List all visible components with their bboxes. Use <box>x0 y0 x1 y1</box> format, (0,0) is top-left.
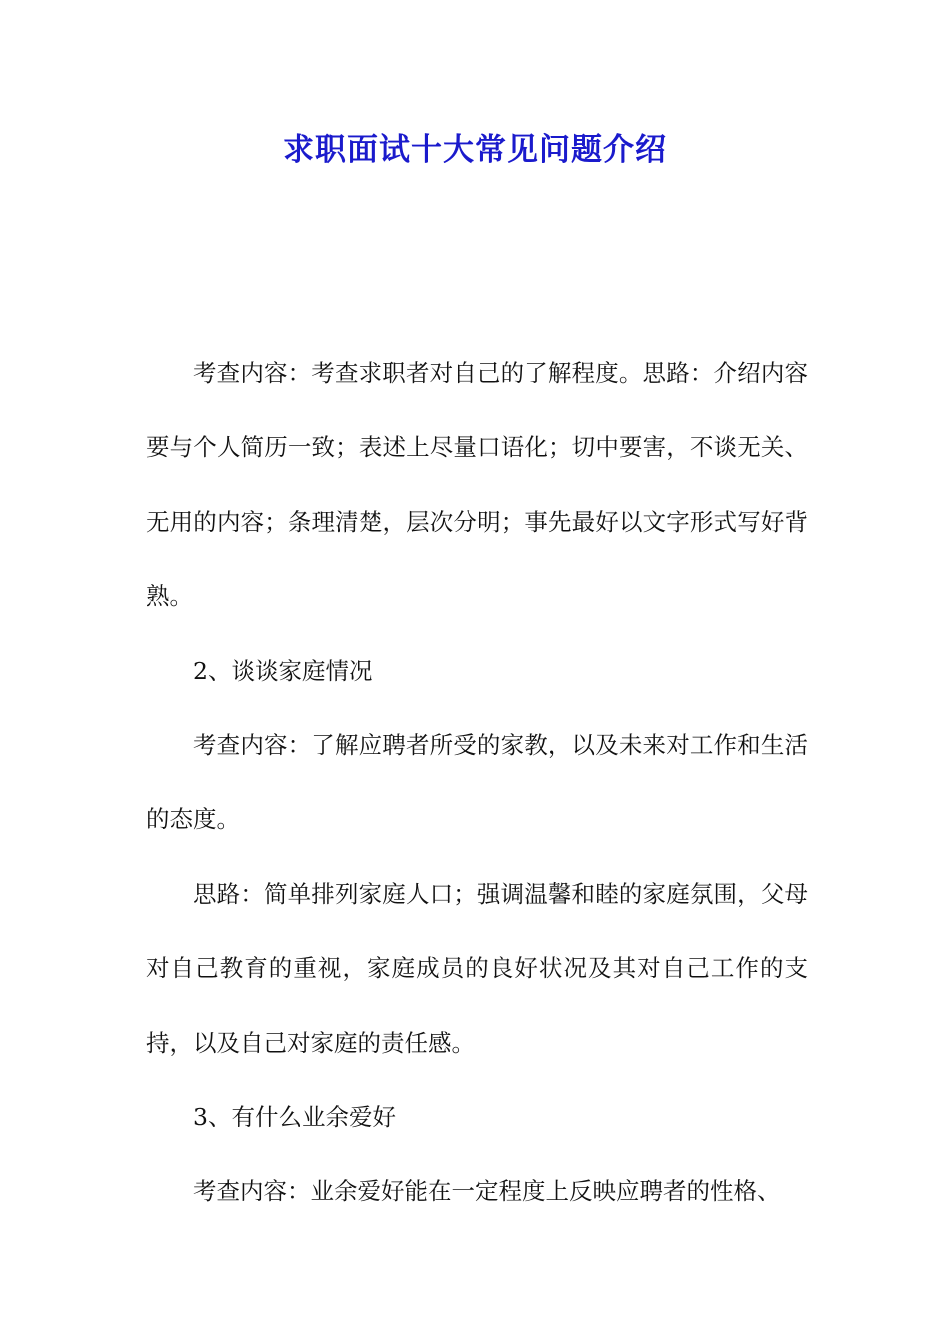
paragraph-family-assessment: 考查内容：了解应聘者所受的家教，以及未来对工作和生活的态度。 <box>146 731 808 834</box>
paragraph-self-intro-assessment: 考查内容：考查求职者对自己的了解程度。思路：介绍内容要与个人简历一致；表述上尽量口语化；切中要害，不谈无关、无用的内容；条理清楚，层次分明；事先最好以文字形式写好背熟。 <box>146 359 808 611</box>
heading-hobbies: 3、有什么业余爱好 <box>193 1103 396 1132</box>
heading-family-situation: 2、谈谈家庭情况 <box>193 656 373 685</box>
document-body <box>146 336 808 1229</box>
document-title: 求职面试十大常见问题介绍 <box>283 132 667 168</box>
paragraph-family-approach: 思路：简单排列家庭人口；强调温馨和睦的家庭氛围，父母对自己教育的重视，家庭成员的良好状况及其对自己工作的支持，以及自己对家庭的责任感。 <box>146 879 808 1057</box>
paragraph-hobbies-assessment: 考查内容：业余爱好能在一定程度上反映应聘者的性格、 <box>193 1177 781 1206</box>
